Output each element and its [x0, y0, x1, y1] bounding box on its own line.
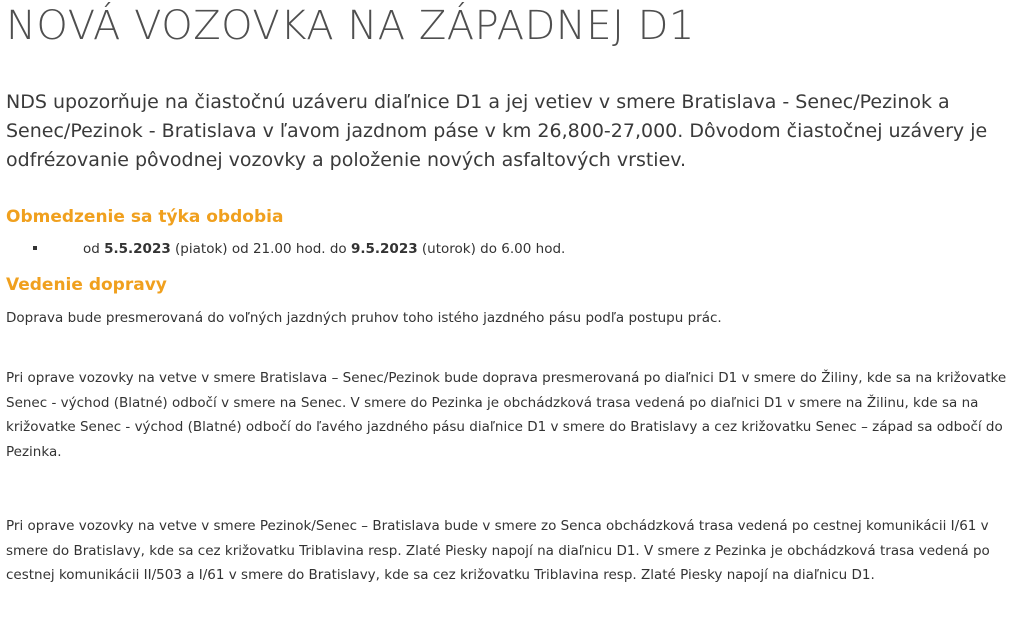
period-prefix: od — [83, 241, 105, 257]
section-heading-period: Obmedzenie sa týka obdobia — [6, 207, 284, 227]
traffic-paragraph-2: Pri oprave vozovky na vetve v smere Bratislava – Senec/Pezinok bude doprava presmerovaná po diaľnici D1 v smere do Žiliny, kde sa na križovatke Senec - východ (Blatné) odbočí v smere na Senec. V smere do Pezinka je obchádzková trasa vedená po diaľnici D1 v smere na Žilinu, kde sa na križovatke Senec - východ (Blatné) odbočí do ľavého jazdného pásu diaľnice D1 v smere do Bratislavy a cez križovatku Senec – západ sa odbočí do Pezinka. — [6, 370, 1007, 461]
traffic-paragraph-1: Doprava bude presmerovaná do voľných jazdných pruhov toho istého jazdného pásu podľa postupu prác. — [6, 310, 722, 326]
end-date: 9.5.2023 — [350, 241, 418, 257]
bullet-square-icon — [33, 246, 37, 250]
traffic-paragraph-3: Pri oprave vozovky na vetve v smere Pezinok/Senec – Bratislava bude v smere zo Senca obchádzková trasa vedená po cestnej komunikácii I/61 v smere do Bratislavy, kde sa cez križovatku Triblavina resp. Zlaté Piesky napojí na diaľnicu D1. V smere z Pezinka je obchádzková trasa vedená po cestnej komunikácii II/503 a I/61 v smere do Bratislavy, kde sa cez križovatku Triblavina resp. Zlaté Piesky napojí na diaľnicu D1. — [6, 518, 990, 584]
start-date: 5.5.2023 — [104, 241, 171, 257]
section-heading-traffic: Vedenie dopravy — [6, 275, 167, 295]
period-text — [83, 239, 565, 259]
period-middle: (piatok) od 21.00 hod. do — [170, 241, 351, 257]
page-title: NOVÁ VOZOVKA NA ZÁPADNEJ D1 — [6, 3, 695, 49]
lead-paragraph: NDS upozorňuje na čiastočnú uzáveru diaľnice D1 a jej vetiev v smere Bratislava - Senec/Pezinok a Senec/Pezinok - Bratislava v ľavom jazdnom páse v km 26,800-27,000. Dôvodom čiastočnej uzávery je odfrézovanie pôvodnej vozovky a položenie nových asfaltových vrstiev. — [6, 91, 988, 171]
period-suffix: (utorok) do 6.00 hod. — [417, 241, 566, 257]
